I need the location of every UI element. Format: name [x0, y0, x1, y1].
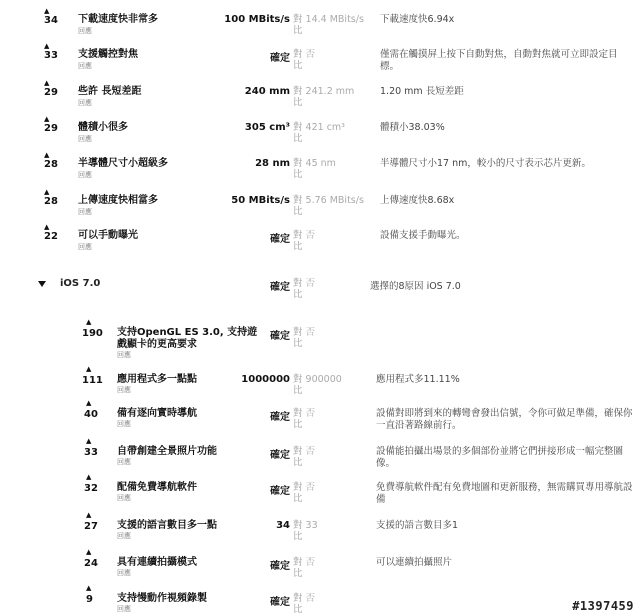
- other-value: 14.4 MBits/s: [305, 14, 364, 25]
- vote-score: 190: [82, 328, 103, 339]
- reply-link[interactable]: 回應: [117, 494, 131, 502]
- bi-label: 比: [293, 568, 303, 579]
- vs-label: 對: [293, 278, 303, 289]
- upvote-arrow-icon[interactable]: ▲: [86, 511, 92, 519]
- vs-other: [293, 14, 373, 36]
- reply-link[interactable]: 回應: [117, 532, 131, 540]
- vote-score: 29: [44, 123, 58, 134]
- comparison-row: [0, 80, 640, 116]
- row-description: 體積小38.03%: [380, 122, 445, 133]
- row-value: 確定: [270, 597, 290, 608]
- vs-other: [293, 86, 373, 108]
- row-title: 支援觸控對焦: [78, 49, 138, 60]
- bi-label: 比: [293, 241, 303, 252]
- comparison-row: [0, 585, 640, 615]
- vs-label: 對: [293, 520, 303, 531]
- reply-link[interactable]: 回應: [78, 208, 92, 216]
- vs-other: [293, 230, 373, 252]
- row-description: 設備能拍攝出場景的多個部份並將它們拼接形成一幅完整圖像。: [376, 446, 624, 469]
- vote-score: 24: [84, 558, 98, 569]
- comparison-row: [0, 43, 640, 79]
- vs-other: [293, 408, 373, 430]
- upvote-arrow-icon[interactable]: ▲: [86, 473, 92, 481]
- vote-score: 40: [84, 409, 98, 420]
- vote-score: 29: [44, 87, 58, 98]
- reply-link[interactable]: 回應: [78, 135, 92, 143]
- row-value: 確定: [270, 234, 290, 245]
- row-value: 1000000: [241, 374, 290, 385]
- reply-link[interactable]: 回應: [117, 458, 131, 466]
- vote-score: 22: [44, 231, 58, 242]
- row-description: 半導體尺寸小17 nm，較小的尺寸表示芯片更新。: [380, 158, 591, 169]
- other-value: 否: [305, 49, 316, 60]
- reply-link[interactable]: 回應: [78, 27, 92, 35]
- vs-label: 對: [293, 446, 303, 457]
- row-title: 可以手動曝光: [78, 230, 138, 241]
- row-title: 配備免費導航軟件: [117, 482, 197, 493]
- row-description: 設備支援手動曝光。: [380, 230, 466, 241]
- row-description: 設備對即將到來的轉彎會發出信號，令你可做足準備，確保你一直沿著路線前行。: [376, 408, 633, 431]
- bi-label: 比: [293, 289, 303, 300]
- row-description: 支援的語言數目多1: [376, 520, 459, 531]
- vs-other: [293, 278, 373, 300]
- upvote-arrow-icon[interactable]: ▲: [44, 79, 50, 87]
- vs-label: 對: [293, 557, 303, 568]
- reply-link[interactable]: 回應: [117, 386, 131, 394]
- bi-label: 比: [293, 338, 303, 349]
- row-title: 具有連續拍攝模式: [117, 557, 197, 568]
- row-description: 下載速度快6.94x: [380, 14, 455, 25]
- vote-score: 27: [84, 521, 98, 532]
- other-value: 5.76 MBits/s: [305, 195, 364, 206]
- comparison-row: [0, 474, 640, 510]
- vs-other: [293, 195, 373, 217]
- bi-label: 比: [293, 133, 303, 144]
- comparison-row: [0, 189, 640, 225]
- comparison-row: [0, 224, 640, 260]
- comparison-row: [0, 319, 640, 363]
- other-value: 否: [305, 593, 316, 604]
- upvote-arrow-icon[interactable]: ▲: [44, 7, 50, 15]
- reply-link[interactable]: 回應: [117, 351, 131, 359]
- vs-other: [293, 482, 373, 504]
- vote-score: 33: [84, 447, 98, 458]
- reply-link[interactable]: 回應: [117, 420, 131, 428]
- vs-label: 對: [293, 158, 303, 169]
- row-description: 免費導航軟件配有免費地圖和更新服務，無需購買專用導航設備: [376, 482, 633, 505]
- row-title: 體積小很多: [78, 122, 128, 133]
- upvote-arrow-icon[interactable]: ▲: [86, 584, 92, 592]
- other-value: 否: [305, 446, 316, 457]
- vs-other: [293, 49, 373, 71]
- other-value: 241.2 mm: [305, 86, 355, 97]
- row-description: 上傳速度快8.68x: [380, 195, 455, 206]
- vs-label: 對: [293, 482, 303, 493]
- vs-other: [293, 327, 373, 349]
- row-value: 305 cm³: [244, 122, 290, 133]
- row-value: 確定: [270, 450, 290, 461]
- comparison-row: [0, 438, 640, 474]
- vs-label: 對: [293, 14, 303, 25]
- comparison-row: [0, 116, 640, 152]
- other-value: 900000: [305, 374, 342, 385]
- section-header-ios7[interactable]: [0, 276, 640, 306]
- row-value: 確定: [270, 486, 290, 497]
- section-title: iOS 7.0: [60, 278, 101, 289]
- bi-label: 比: [293, 169, 303, 180]
- row-value: 240 mm: [244, 86, 290, 97]
- vote-score: 9: [86, 594, 93, 605]
- row-title: 些許 長短差距: [78, 86, 142, 97]
- row-description: 應用程式多11.11%: [376, 374, 460, 385]
- row-title: 下載速度快非常多: [78, 14, 158, 25]
- row-description: 可以連續拍攝照片: [376, 557, 453, 568]
- comparison-row: [0, 152, 640, 188]
- row-description: 僅需在觸摸屏上按下自動對焦，自動對焦就可立即設定目標。: [380, 49, 618, 72]
- row-title: 支持OpenGL ES 3.0, 支持遊戲顯卡的更高要求: [117, 327, 258, 350]
- row-value: 50 MBits/s: [231, 195, 290, 206]
- vs-other: [293, 122, 373, 144]
- row-value: 確定: [270, 331, 290, 342]
- bi-label: 比: [293, 385, 303, 396]
- vs-label: 對: [293, 593, 303, 604]
- comparison-row: [0, 512, 640, 548]
- row-description: 1.20 mm 長短差距: [380, 86, 464, 97]
- upvote-arrow-icon[interactable]: ▲: [44, 151, 50, 159]
- vs-label: 對: [293, 195, 303, 206]
- collapse-triangle-icon[interactable]: [38, 281, 46, 287]
- comparison-row: [0, 366, 640, 402]
- comparison-row: [0, 549, 640, 585]
- reply-link[interactable]: 回應: [78, 171, 92, 179]
- row-title: 上傳速度快相當多: [78, 195, 158, 206]
- row-title: 支援的語言數目多一點: [117, 520, 217, 531]
- upvote-arrow-icon[interactable]: ▲: [44, 115, 50, 123]
- other-value: 否: [305, 408, 316, 419]
- row-title: 備有逐向實時導航: [117, 408, 197, 419]
- vs-other: [293, 557, 373, 579]
- vs-other: [293, 374, 373, 396]
- vs-label: 對: [293, 374, 303, 385]
- upvote-arrow-icon[interactable]: ▲: [86, 365, 92, 373]
- other-value: 否: [305, 557, 316, 568]
- vote-score: 28: [44, 159, 58, 170]
- row-value: 34: [276, 520, 290, 531]
- other-value: 否: [305, 230, 316, 241]
- vs-other: [293, 593, 373, 615]
- vote-score: 28: [44, 196, 58, 207]
- upvote-arrow-icon[interactable]: ▲: [44, 188, 50, 196]
- row-value: 100 MBits/s: [224, 14, 290, 25]
- bi-label: 比: [293, 604, 303, 615]
- upvote-arrow-icon[interactable]: ▲: [86, 437, 92, 445]
- other-value: 33: [305, 520, 318, 531]
- row-value: 確定: [270, 412, 290, 423]
- vs-label: 對: [293, 122, 303, 133]
- vote-score: 32: [84, 483, 98, 494]
- other-value: 421 cm³: [305, 122, 345, 133]
- row-value: 確定: [270, 561, 290, 572]
- bi-label: 比: [293, 206, 303, 217]
- vs-other: [293, 158, 373, 180]
- bi-label: 比: [293, 493, 303, 504]
- row-value: 28 nm: [255, 158, 290, 169]
- section-value: 確定: [270, 282, 290, 293]
- row-title: 自帶創建全景照片功能: [117, 446, 217, 457]
- bi-label: 比: [293, 25, 303, 36]
- watermark: #1397459: [572, 599, 634, 613]
- row-title: 支持慢動作視頻錄製: [117, 593, 207, 604]
- vote-score: 111: [82, 375, 103, 386]
- vote-score: 33: [44, 50, 58, 61]
- bi-label: 比: [293, 457, 303, 468]
- bi-label: 比: [293, 60, 303, 71]
- reply-link[interactable]: 回應: [78, 62, 92, 70]
- row-value: 確定: [270, 53, 290, 64]
- other-value: 否: [305, 482, 316, 493]
- reply-link[interactable]: 回應: [117, 605, 131, 613]
- vs-label: 對: [293, 86, 303, 97]
- other-value: 否: [305, 278, 316, 289]
- vs-other: [293, 520, 373, 542]
- vs-label: 對: [293, 49, 303, 60]
- bi-label: 比: [293, 419, 303, 430]
- vs-label: 對: [293, 408, 303, 419]
- reply-link[interactable]: 回應: [117, 569, 131, 577]
- upvote-arrow-icon[interactable]: ▲: [44, 42, 50, 50]
- upvote-arrow-icon[interactable]: ▲: [86, 548, 92, 556]
- reply-link[interactable]: 回應: [78, 243, 92, 251]
- row-title: 應用程式多一點點: [117, 374, 197, 385]
- bi-label: 比: [293, 531, 303, 542]
- upvote-arrow-icon[interactable]: ▲: [44, 223, 50, 231]
- comparison-row: [0, 400, 640, 436]
- upvote-arrow-icon[interactable]: ▲: [86, 318, 92, 326]
- reply-link[interactable]: 回應: [78, 99, 92, 107]
- other-value: 否: [305, 327, 316, 338]
- comparison-row: [0, 8, 640, 44]
- upvote-arrow-icon[interactable]: ▲: [86, 399, 92, 407]
- vs-other: [293, 446, 373, 468]
- vs-label: 對: [293, 230, 303, 241]
- section-description: 選擇的8原因 iOS 7.0: [370, 281, 461, 292]
- bi-label: 比: [293, 97, 303, 108]
- other-value: 45 nm: [305, 158, 336, 169]
- vs-label: 對: [293, 327, 303, 338]
- row-title: 半導體尺寸小超級多: [78, 158, 168, 169]
- vote-score: 34: [44, 15, 58, 26]
